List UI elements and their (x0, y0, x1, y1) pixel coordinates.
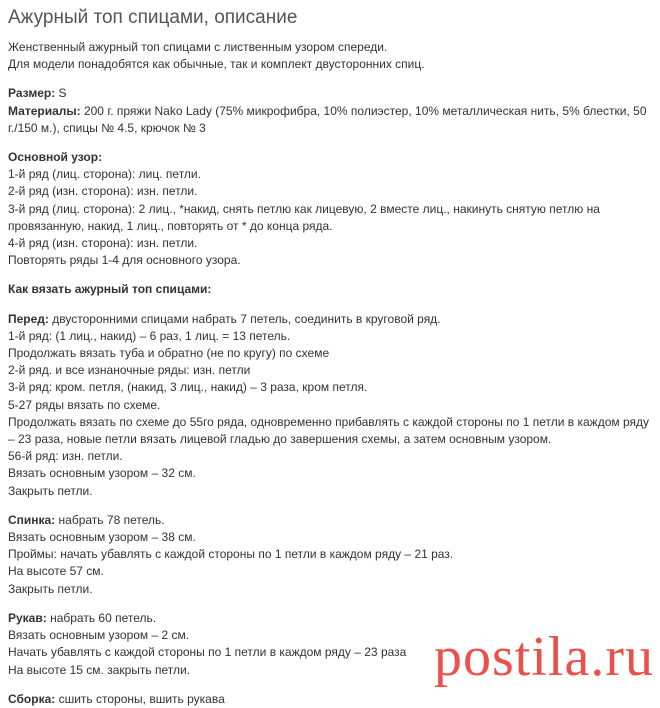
intro-line: Для модели понадобятся как обычные, так и комплект двусторонних спиц. (8, 57, 425, 72)
postila-watermark-logo: postila.ru (434, 626, 654, 688)
assembly-line (8, 691, 654, 708)
assembly-label: Сборка: (8, 691, 56, 706)
front-line: Закрыть петли. (8, 483, 93, 498)
pattern-heading (8, 149, 654, 166)
materials-value: 200 г. пряжи Nako Lady (75% микрофибра, 10% полиэстер, 10% металлическая нить, 5% блестки, 50 г./150 м.), спицы № 4.5, крючок № 3 (8, 103, 647, 135)
back-first-line (8, 512, 654, 529)
pattern-line: 3-й ряд (лиц. сторона): 2 лиц., *накид, снять петлю как лицевую, 2 вместе лиц., накинуть снятую петлю на провязанную, накид, 1 лиц., повторять от * до конца ряда. (8, 201, 600, 233)
page-title: Ажурный топ спицами, описание (8, 7, 298, 28)
back-line: Проймы: начать убавлять с каждой стороны по 1 петли в каждом ряду – 21 раз. (8, 547, 454, 562)
pattern-line: Повторять ряды 1-4 для основного узора. (8, 253, 241, 268)
size-value: S (55, 86, 67, 101)
pattern-line: 1-й ряд (лиц. сторона): лиц. петли. (8, 167, 201, 182)
pattern-line: 2-й ряд (изн. сторона): изн. петли. (8, 184, 198, 199)
front-line: 56-й ряд: изн. петли. (8, 449, 123, 464)
front-label: Перед: (8, 311, 49, 326)
size-label: Размер: (8, 86, 56, 101)
sleeve-first-text: набрать 60 петель. (46, 610, 157, 625)
front-line: Продолжать вязать по схеме до 55го ряда, одновременно прибавлять с каждой стороны по 1 петли в каждом ряду – 23 раза, новые петли вязать лицевой гладью до завершения схемы, а затем основным узором. (8, 414, 649, 447)
materials-line (8, 103, 654, 137)
back-line: Вязать основным узором – 38 см. (8, 530, 196, 545)
size-line (8, 85, 654, 102)
howto-section (8, 281, 654, 298)
back-line: На высоте 57 см. (8, 564, 104, 579)
front-section (8, 311, 654, 500)
pattern-line: 4-й ряд (изн. сторона): изн. петли. (8, 236, 198, 251)
back-label: Спинка: (8, 512, 56, 527)
pattern-heading-text: Основной узор: (8, 150, 103, 165)
howto-heading-text: Как вязать ажурный топ спицами: (8, 282, 212, 297)
specs (8, 85, 654, 137)
front-line: 5-27 ряды вязать по схеме. (8, 397, 161, 412)
article (8, 6, 654, 708)
assembly-section (8, 691, 654, 708)
intro-line: Женственный ажурный топ спицами с лиственным узором спереди. (8, 40, 388, 54)
intro (8, 39, 654, 73)
front-line: Продолжать вязать туба и обратно (не по кругу) по схеме (8, 346, 330, 361)
front-line: 1-й ряд: (1 лиц., накид) – 6 раз, 1 лиц. = 13 петель. (8, 328, 291, 343)
assembly-value: сшить стороны, вшить рукава (55, 691, 225, 706)
front-first-text: двусторонними спицами набрать 7 петель, соединить в круговой ряд. (48, 311, 441, 326)
materials-label: Материалы: (8, 103, 81, 118)
sleeve-line: Начать убавлять с каждой стороны по 1 петли в каждом ряду – 23 раза (8, 645, 407, 660)
sleeve-label: Рукав: (8, 610, 47, 625)
back-first-text: набрать 78 петель. (55, 512, 165, 527)
pattern-section (8, 149, 654, 269)
front-first-line (8, 311, 654, 328)
back-section (8, 512, 654, 598)
front-line: Вязать основным узором – 32 см. (8, 466, 196, 481)
front-line: 2-й ряд. и все изнаночные ряды: изн. петли (8, 363, 251, 378)
sleeve-line: Вязать основным узором – 2 см. (8, 628, 190, 643)
back-line: Закрыть петли. (8, 581, 93, 596)
sleeve-line: На высоте 15 см. закрыть петли. (8, 662, 191, 677)
howto-heading (8, 281, 654, 298)
sleeve-first-line (8, 610, 654, 627)
front-line: 3-й ряд: кром. петля, (накид, 3 лиц., накид) – 3 раза, кром петля. (8, 380, 368, 395)
